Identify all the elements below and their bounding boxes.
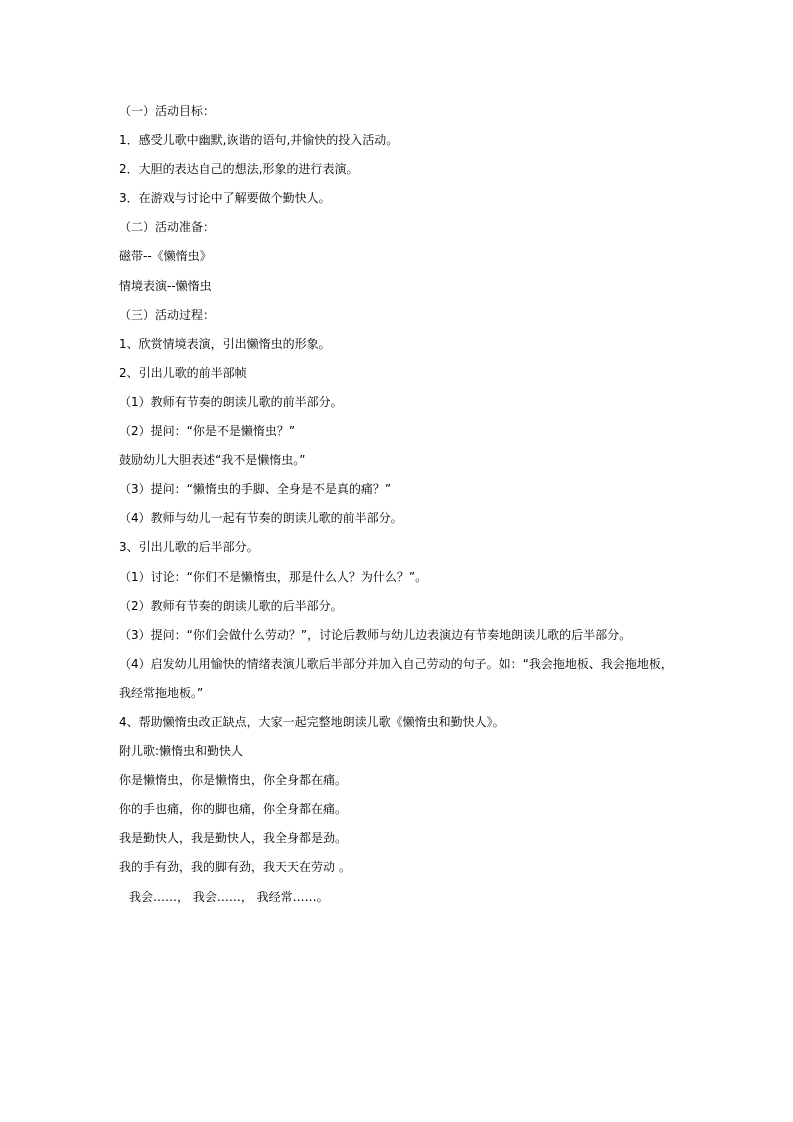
section-heading-process: （三）活动过程：	[119, 307, 216, 322]
section-heading-preparation: （二）活动准备：	[119, 220, 216, 235]
goal-item-1: 1．感受儿歌中幽默,诙谐的语句,并愉快的投入活动。	[119, 133, 399, 148]
process-step-3: 3、引出儿歌的后半部分。	[119, 540, 259, 555]
poem-line-3: 我是勤快人，我是勤快人，我全身都是劲。	[119, 831, 348, 846]
process-step-4: 4、帮助懒惰虫改正缺点，大家一起完整地朗读儿歌《懒惰虫和勤快人》。	[119, 714, 505, 729]
preparation-item-performance: 情境表演--懒惰虫	[119, 278, 212, 293]
goal-item-2: 2．大胆的表达自己的想法,形象的进行表演。	[119, 162, 359, 177]
process-step-3-sub-2: （2）教师有节奏的朗读儿歌的后半部分。	[119, 598, 343, 613]
poem-line-4: 我的手有劲，我的脚有劲，我天天在劳动 。	[119, 860, 351, 875]
process-step-1: 1、欣赏情境表演，引出懒惰虫的形象。	[119, 336, 331, 351]
section-heading-goals: （一）活动目标：	[119, 104, 216, 118]
process-step-2-sub-3: （3）提问：“懒惰虫的手脚、全身是不是真的痛？”	[119, 482, 392, 497]
poem-line-2: 你的手也痛，你的脚也痛，你全身都在痛。	[119, 802, 348, 817]
process-step-3-sub-4-cont: 我经常拖地板。”	[119, 685, 204, 700]
poem-line-5: 我会……， 我会……， 我经常……。	[129, 889, 329, 904]
document-body	[119, 103, 679, 918]
process-step-2-sub-2: （2）提问：“你是不是懒惰虫？”	[119, 424, 296, 439]
goal-item-3: 3．在游戏与讨论中了解要做个勤快人。	[119, 191, 331, 206]
process-step-3-sub-3: （3）提问：“你们会做什么劳动？”，讨论后教师与幼儿边表演边有节奏地朗读儿歌的后半部分。	[119, 627, 632, 642]
appendix-title: 附儿歌:懒惰虫和勤快人	[119, 744, 244, 759]
process-step-2: 2、引出儿歌的前半部帧	[119, 365, 247, 380]
process-step-3-sub-1: （1）讨论：“你们不是懒惰虫，那是什么人？为什么？”。	[119, 569, 428, 584]
process-step-2-sub-4: （4）教师与幼儿一起有节奏的朗读儿歌的前半部分。	[119, 511, 403, 526]
process-step-2-note: 鼓励幼儿大胆表述“我不是懒惰虫。”	[119, 453, 306, 468]
process-step-2-sub-1: （1）教师有节奏的朗读儿歌的前半部分。	[119, 394, 343, 409]
process-step-3-sub-4: （4）启发幼儿用愉快的情绪表演儿歌后半部分并加入自己劳动的句子。如：“我会拖地板、我会拖地板，	[119, 656, 673, 671]
poem-line-1: 你是懒惰虫，你是懒惰虫，你全身都在痛。	[119, 773, 348, 788]
preparation-item-tape: 磁带--《懒惰虫》	[119, 249, 212, 264]
